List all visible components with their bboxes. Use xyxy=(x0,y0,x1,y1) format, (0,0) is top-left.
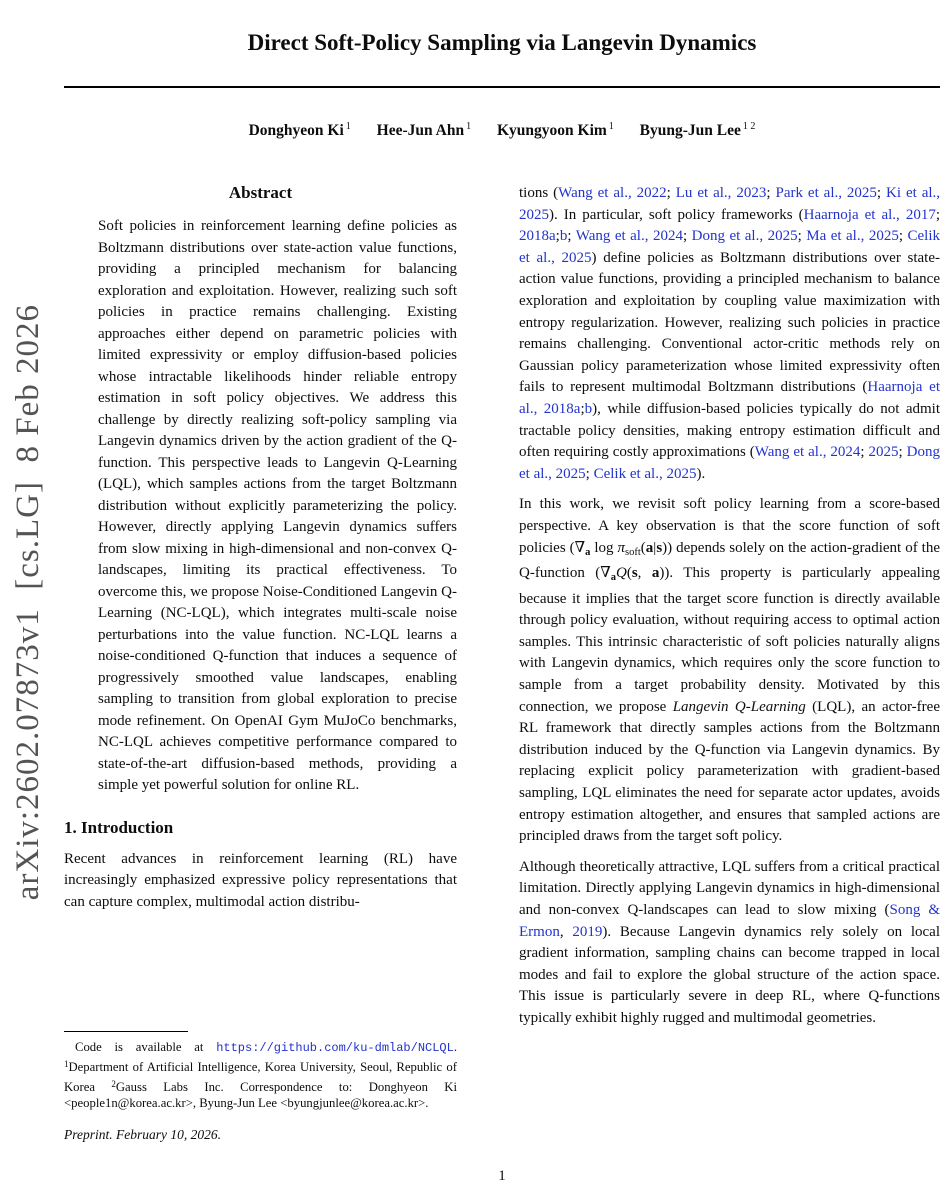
page-number: 1 xyxy=(498,1168,506,1184)
text-run: ; xyxy=(666,185,676,201)
citation-link[interactable]: Song & Ermon xyxy=(519,902,940,940)
citation-link[interactable]: Park et al., 2025 xyxy=(775,185,877,201)
text-run: Department of Artificial Intelligence, Korea University, Seoul, Republic of Korea xyxy=(64,1060,457,1094)
author xyxy=(497,121,614,140)
text-run: Gauss Labs Inc. Correspondence to: Donghyeon Ki <people1n@korea.ac.kr>, Byung-Jun Lee <byungjunlee@korea.ac.kr>. xyxy=(64,1079,457,1110)
author xyxy=(377,121,471,140)
text-run: ; xyxy=(935,206,941,223)
text-run: π xyxy=(617,539,626,556)
text-run: (LQL), an actor-free RL framework that directly samples actions from the Boltzmann distribution induced by the Q-function via Langevin dynamics. By replacing explicit policy parameterization with gradient-based sampling, LQL eliminates the need for separate actor updates, avoids entropy estimation altogether, and ensures that sampled actions are principled draws from the target soft policy. xyxy=(519,698,940,845)
abstract-text: Soft policies in reinforcement learning define policies as Boltzmann distributions over state-action value functions, providing a principled mechanism for balancing exploration and exploitation. However, realizing such soft policies in practice remains challenging. Existing approaches either depend on parametric policies with limited expressivity or employ diffusion-based policies whose intractable likelihoods hinder reliable entropy estimation in soft policy objectives. We address this challenge by directly realizing soft-policy sampling via Langevin dynamics driven by the action gradient of the Q-function. This perspective leads to Langevin Q-Learning (LQL), which samples actions from the target Boltzmann distribution without explicitly parameterizing the policy. However, directly applying Langevin dynamics suffers from slow mixing in high-dimensional and non-convex Q-landscapes, limiting its practical effectiveness. To overcome this, we propose Noise-Conditioned Langevin Q-Learning (NC-LQL), which integrates multi-scale noise perturbations into the value function. NC-LQL learns a noise-conditioned Q-function that induces a sequence of progressively smoothed value landscapes, enabling sampling to transition from global exploration to precise mode refinement. On OpenAI Gym MuJoCo benchmarks, NC-LQL achieves competitive performance compared to state-of-the-art diffusion-based methods, providing a simple yet powerful solution for online RL. xyxy=(98,218,457,793)
footnote-text xyxy=(64,1039,457,1111)
footnote-rule xyxy=(64,1031,188,1032)
citation-link[interactable]: b xyxy=(559,228,568,245)
section-heading-introduction: 1. Introduction xyxy=(64,817,174,837)
text-run: , xyxy=(559,923,573,940)
text-run: ; xyxy=(898,444,907,461)
citation-link[interactable]: Wang et al., 2024 xyxy=(754,444,861,461)
preprint-note: Preprint. February 10, 2026. xyxy=(64,1127,221,1143)
text-run: )) depends solely on the action-gradient of the Q-function (∇ xyxy=(519,539,941,582)
author-affiliation-sup: 1 xyxy=(608,121,614,132)
citation-link[interactable]: Haarnoja et al., 2017 xyxy=(803,206,936,223)
left-column xyxy=(64,183,457,922)
citation-link[interactable]: Wang et al., 2024 xyxy=(575,228,683,245)
text-run: ; xyxy=(567,228,576,245)
citation-link[interactable]: Dong et al., 2025 xyxy=(519,444,941,482)
arxiv-watermark-text: arXiv:2602.07873v1 [cs.LG] 8 Feb 2026 xyxy=(9,303,46,901)
text-run: ). In particular, soft policy frameworks ( xyxy=(549,206,804,223)
text-run: . xyxy=(453,1040,457,1054)
author-name: Byung-Jun Lee xyxy=(639,122,741,140)
author xyxy=(640,121,756,140)
text-run: ; xyxy=(580,400,585,417)
citation-link[interactable]: Ma et al., 2025 xyxy=(806,228,899,245)
author-affiliation-sup: 1 2 xyxy=(742,121,756,132)
text-run: ; xyxy=(555,228,560,245)
author-affiliation-sup: 1 xyxy=(345,121,351,132)
text-run: soft xyxy=(625,546,641,558)
author-name: Donghyeon Ki xyxy=(248,122,344,140)
citation-link[interactable]: Lu et al., 2023 xyxy=(675,185,767,201)
paper-title: Direct Soft-Policy Sampling via Langevin Dynamics xyxy=(247,30,757,55)
text-run: s xyxy=(631,565,638,582)
citation-link[interactable]: b xyxy=(584,400,593,417)
text-run: a xyxy=(645,539,654,556)
author-line xyxy=(64,121,940,140)
citation-link[interactable]: Wang et al., 2022 xyxy=(558,185,667,201)
text-run: ; xyxy=(585,465,594,482)
text-run: ; xyxy=(682,228,692,245)
intro-paragraph: Recent advances in reinforcement learning (RL) have increasingly emphasized expressive policy representations that can capture complex, multimodal action distribu- xyxy=(64,850,457,910)
text-run: ; xyxy=(860,444,869,461)
text-run: Langevin Q-Learning xyxy=(672,698,806,715)
text-run: ; xyxy=(898,228,908,245)
code-repository-link[interactable]: https://github.com/ku-dmlab/NCLQL xyxy=(216,1041,454,1055)
citation-link[interactable]: Dong et al., 2025 xyxy=(691,228,798,245)
text-run: ( xyxy=(640,539,646,556)
text-run: , xyxy=(637,565,652,582)
citation-link[interactable]: 2019 xyxy=(572,923,603,940)
text-run: tions ( xyxy=(519,185,559,201)
text-run: a xyxy=(585,546,591,558)
text-run: )). This property is particularly appealing because it implies that the target score function is directly available through policy evaluation, without requiring access to optimal action samples. This intrinsic characteristic of soft policies naturally aligns with Langevin dynamics, which requires only the score function to sample from a target probability density. Motivated by this connection, we propose xyxy=(519,565,940,715)
paragraph xyxy=(519,494,940,848)
text-run: a xyxy=(610,572,616,584)
citation-link[interactable]: Celik et al., 2025 xyxy=(593,465,697,482)
citation-link[interactable]: Celik et al., 2025 xyxy=(519,228,940,266)
author-name: Hee-Jun Ahn xyxy=(376,122,465,140)
citation-link[interactable]: 2018a xyxy=(519,228,556,245)
text-run: 2 xyxy=(111,1078,116,1089)
text-run: ; xyxy=(766,185,776,201)
text-run: ). Because Langevin dynamics rely solely on local gradient information, sampling chains can become trapped in local modes and fail to explore the global structure of the action space. This issue is particularly severe in deep RL, where Q-functions typically exhibit highly rugged and multimodal geometries. xyxy=(519,923,941,1026)
text-run: | xyxy=(653,539,657,556)
citation-link[interactable]: Haarnoja et al., 2018a xyxy=(519,379,941,417)
text-run: s xyxy=(656,539,663,556)
text-run: Q xyxy=(615,565,627,582)
text-run: log xyxy=(590,539,618,556)
title-rule xyxy=(64,86,940,88)
text-run: 1 xyxy=(64,1059,69,1070)
abstract-heading: Abstract xyxy=(228,183,293,202)
text-run: ( xyxy=(626,565,632,582)
text-run: a xyxy=(651,565,660,582)
right-column xyxy=(519,183,940,1039)
text-run: ), while diffusion-based policies typically do not admit tractable policy densities, making entropy estimation difficult and often requiring costly approximations ( xyxy=(519,400,941,461)
citation-link[interactable]: Ki et al., 2025 xyxy=(519,185,941,223)
paragraph xyxy=(519,857,940,1030)
paragraph xyxy=(519,183,940,485)
author xyxy=(249,121,351,140)
text-run: Code is available at xyxy=(75,1040,217,1054)
text-run: ) define policies as Boltzmann distributions over state-action value functions, providing a principled mechanism to balance exploration and exploitation by coupling value maximization with entropy regularization. However, realizing such policies in practice remains challenging. Conventional actor-critic methods rely on Gaussian policy parameterization whose limited expressivity often fails to represent multimodal Boltzmann distributions ( xyxy=(519,249,940,396)
text-run: In this work, we revisit soft policy learning from a score-based perspective. A key observation is that the score function of soft policies (∇ xyxy=(519,496,940,556)
citation-link[interactable]: 2025 xyxy=(868,444,899,461)
text-run: ). xyxy=(696,465,706,482)
footnote-block xyxy=(64,1031,457,1143)
text-run: Although theoretically attractive, LQL suffers from a critical practical limitation. Directly applying Langevin dynamics in high-dimensional and non-convex Q-landscapes can lead to slow mixing ( xyxy=(519,858,940,918)
arxiv-watermark xyxy=(2,268,54,936)
text-run: ; xyxy=(876,185,887,201)
text-run: ; xyxy=(797,228,807,245)
author-affiliation-sup: 1 xyxy=(466,121,472,132)
author-name: Kyungyoon Kim xyxy=(496,122,607,140)
